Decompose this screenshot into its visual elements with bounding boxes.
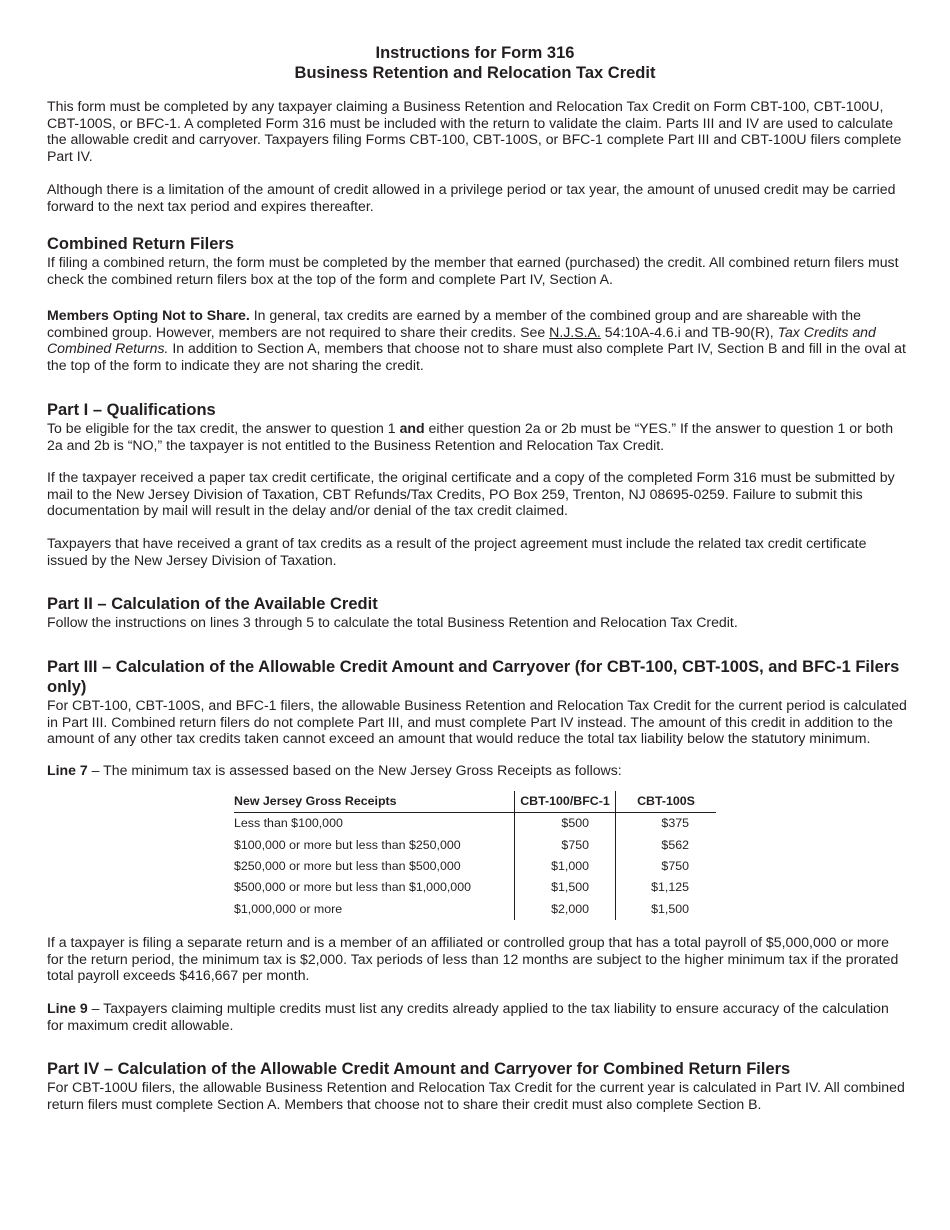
table-row: [234, 899, 716, 920]
table-row: [234, 813, 716, 835]
cbt100-cell: $1,500: [515, 877, 616, 898]
part-2-paragraph: Follow the instructions on lines 3 through 5 to calculate the total Business Retention and Relocation Tax Credit.: [47, 614, 738, 630]
part-3-section: [47, 657, 907, 747]
part-1-and: and: [399, 420, 425, 436]
cbt100s-cell: $1,125: [616, 877, 717, 898]
line-7-paragraph: [47, 762, 907, 779]
column-header-cbt100: CBT-100/BFC-1: [515, 791, 616, 813]
intro-paragraph-2: Although there is a limitation of the amount of credit allowed in a privilege period or tax year, the amount of unused credit may be carried forward to the next tax period and expires thereafter.: [47, 181, 896, 214]
members-opting-paragraph: [47, 307, 907, 373]
line-7-text: – The minimum tax is assessed based on the New Jersey Gross Receipts as follows:: [87, 762, 622, 778]
cbt100-cell: $2,000: [515, 899, 616, 920]
part-3-paragraph-1: For CBT-100, CBT-100S, and BFC-1 filers, the allowable Business Retention and Relocation Tax Credit for the current period is calculated in Part III. Combined return filers do not complete Part III, and must complete Part IV instead. The amount of this credit in addition to the amount of any other tax credits taken cannot exceed an amount that would reduce the total tax liability below the statutory minimum.: [47, 697, 907, 747]
receipts-cell: $250,000 or more but less than $500,000: [234, 858, 461, 873]
statute-reference: N.J.S.A.: [549, 323, 601, 340]
part-1-section: [47, 400, 907, 453]
part-1-paragraph-2: If the taxpayer received a paper tax credit certificate, the original certificate and a copy of the completed Form 316 must be submitted by mail to the New Jersey Division of Taxation, CBT Refunds/Tax Credits, PO Box 259, Trenton, NJ 08695-0259. Failure to submit this documentation by mail will result in the delay and/or denial of the tax credit claimed.: [47, 469, 895, 519]
receipts-cell: Less than $100,000: [234, 816, 343, 831]
publication-title: Tax Credits and Combined Returns.: [47, 323, 876, 357]
part-1-paragraph-3: Taxpayers that have received a grant of tax credits as a result of the project agreement must include the related tax credit certificate issued by the New Jersey Division of Taxation.: [47, 535, 867, 568]
cbt100s-cell: $750: [616, 856, 717, 877]
members-opting-lead: Members Opting Not to Share.: [47, 307, 250, 323]
table-row: [234, 877, 716, 898]
table-row: [234, 834, 716, 855]
combined-return-section: [47, 234, 907, 287]
part-2-section: [47, 594, 907, 631]
members-text-a: In general, tax credits are earned by a member of the combined group and are shareable with the combined group. However, members are not required to share their credits. See: [47, 307, 861, 340]
combined-return-heading: Combined Return Filers: [47, 235, 235, 253]
cbt100s-cell: $1,500: [616, 899, 717, 920]
line-7-label: Line 7: [47, 762, 88, 778]
part-1-heading: Part I – Qualifications: [47, 401, 216, 419]
line-9-text: – Taxpayers claiming multiple credits must list any credits already applied to the tax liability to ensure accuracy of the calculation for maximum credit allowable.: [47, 1000, 889, 1033]
line-9-label: Line 9: [47, 1000, 88, 1016]
title-line-1: Instructions for Form 316: [375, 44, 575, 62]
table-row: [234, 856, 716, 877]
part-1-paragraph-1: [47, 420, 907, 453]
receipts-cell: $100,000 or more but less than $250,000: [234, 837, 461, 852]
part-3-paragraph-2: If a taxpayer is filing a separate return and is a member of an affiliated or controlled group that has a total payroll of $5,000,000 or more for the return period, the minimum tax is $2,000. Tax periods of less than 12 months are subject to the higher minimum tax if the prorated total payroll exceeds $416,667 per month.: [47, 934, 899, 984]
part-1-text-a: To be eligible for the tax credit, the answer to question 1: [47, 420, 400, 436]
receipts-cell: $1,000,000 or more: [234, 901, 343, 916]
column-header-receipts: New Jersey Gross Receipts: [234, 791, 515, 813]
cbt100-cell: $1,000: [515, 856, 616, 877]
column-header-cbt100s: CBT-100S: [616, 791, 717, 813]
members-text-c: In addition to Section A, members that choose not to share must also complete Part IV, Section B and fill in the oval at the top of the form to indicate they are not sharing the credit.: [47, 340, 906, 373]
receipts-cell: $500,000 or more but less than $1,000,000: [234, 880, 471, 895]
cbt100s-cell: $562: [616, 834, 717, 855]
line-9-paragraph: [47, 1000, 907, 1033]
cbt100-cell: $500: [515, 813, 616, 835]
cbt100-cell: $750: [515, 834, 616, 855]
table-header-row: [234, 791, 716, 813]
combined-return-paragraph: If filing a combined return, the form must be completed by the member that earned (purchased) the credit. All combined return filers must check the combined return filers box at the top of the form and complete Part IV, Section A.: [47, 254, 899, 287]
part-1-text-b: either question 2a or 2b must be “YES.” If the answer to question 1 or both 2a and 2b is “NO,” the taxpayer is not entitled to the Business Retention and Relocation Tax Credit.: [47, 420, 894, 453]
title-line-2: Business Retention and Relocation Tax Credit: [294, 64, 656, 82]
cbt100s-cell: $375: [616, 813, 717, 835]
part-4-heading: Part IV – Calculation of the Allowable Credit Amount and Carryover for Combined Return Filers: [47, 1060, 791, 1078]
part-3-heading: Part III – Calculation of the Allowable Credit Amount and Carryover (for CBT-100, CBT-100S, and BFC-1 Filers only): [47, 658, 900, 696]
members-text-b: 54:10A-4.6.i and TB-90(R),: [600, 323, 778, 340]
part-4-section: [47, 1059, 907, 1112]
document-title: [47, 43, 903, 83]
minimum-tax-table: [234, 791, 716, 920]
intro-paragraph-1: This form must be completed by any taxpayer claiming a Business Retention and Relocation Tax Credit on Form CBT-100, CBT-100U, CBT-100S, or BFC-1. A completed Form 316 must be included with the return to validate the claim. Parts III and IV are used to calculate the allowable credit and carryover. Taxpayers filing Forms CBT-100, CBT-100S, or BFC-1 complete Part III and CBT-100U filers complete Part IV.: [47, 98, 902, 164]
part-4-paragraph: For CBT-100U filers, the allowable Business Retention and Relocation Tax Credit for the current year is calculated in Part IV. All combined return filers must complete Section A. Members that choose not to share their credit must also complete Section B.: [47, 1079, 905, 1112]
part-2-heading: Part II – Calculation of the Available Credit: [47, 595, 378, 613]
